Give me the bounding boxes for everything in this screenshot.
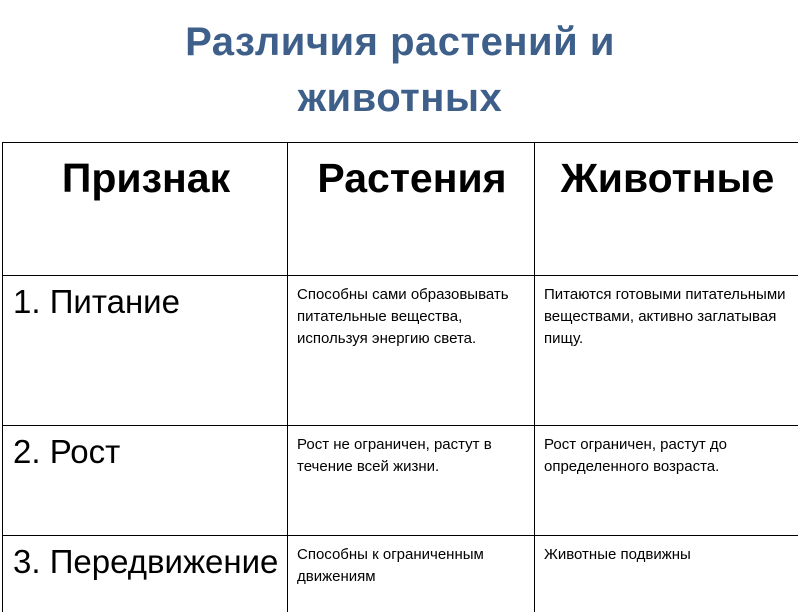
slide-title-line-2: животных <box>0 70 800 126</box>
table-header-row <box>3 143 799 276</box>
table-row <box>3 426 799 536</box>
table-row <box>3 536 799 612</box>
slide-title-line-1: Различия растений и <box>0 14 800 70</box>
row-animals-cell: Рост ограничен, растут до определенного возраста. <box>535 426 799 536</box>
row-feature-label: 2. Рост <box>3 426 288 536</box>
row-plants-cell: Способны к ограниченным движениям <box>288 536 535 612</box>
row-animals-cell: Питаются готовыми питательными веществами, активно заглатывая пищу. <box>535 276 799 426</box>
row-plants-cell: Способны сами образовывать питательные вещества, используя энергию света. <box>288 276 535 426</box>
row-plants-cell: Рост не ограничен, растут в течение всей жизни. <box>288 426 535 536</box>
slide-title <box>0 14 800 126</box>
header-feature: Признак <box>3 143 288 276</box>
row-feature-label: 3. Передвижение <box>3 536 288 612</box>
comparison-table-container <box>2 142 798 612</box>
row-animals-cell: Животные подвижны <box>535 536 799 612</box>
comparison-table <box>2 142 798 612</box>
header-plants: Растения <box>288 143 535 276</box>
table-row <box>3 276 799 426</box>
row-feature-label: 1. Питание <box>3 276 288 426</box>
header-animals: Животные <box>535 143 799 276</box>
